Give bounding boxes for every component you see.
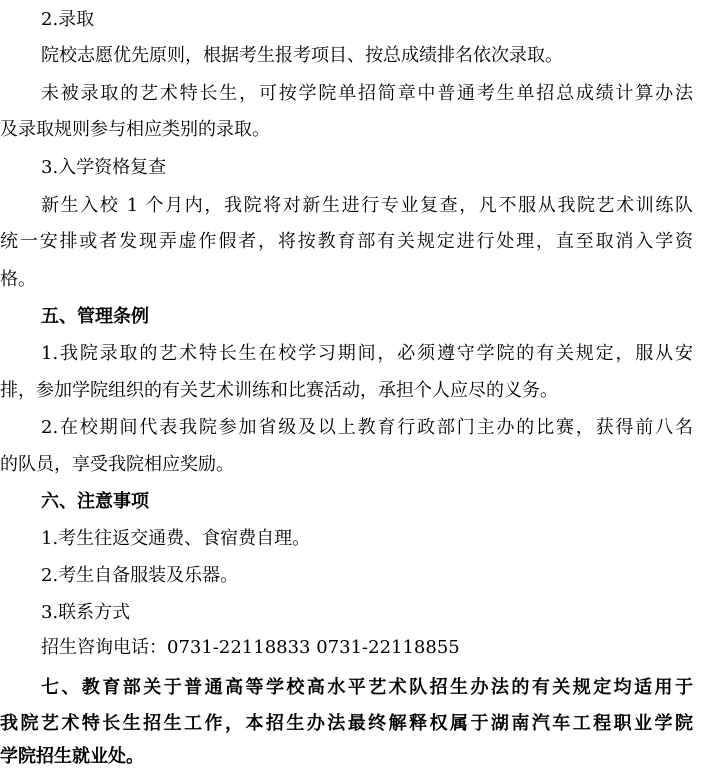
section-heading-regulations: 七、教育部关于普通高等学校高水平艺术队招生办法的有关规定均适用于	[41, 677, 693, 698]
contact-phone-line: 招生咨询电话：0731-22118833 0731-22118855	[41, 637, 460, 658]
subsection-heading-recheck: 3.入学资格复查	[41, 157, 167, 178]
section-heading-management: 五、管理条例	[41, 306, 149, 327]
section-paragraph-line: 学院招生就业处。	[0, 746, 144, 767]
paragraph-line: 未被录取的艺术特长生，可按学院单招简章中普通考生单招总成绩计算办法	[41, 83, 693, 104]
list-item: 2.考生自备服装及乐器。	[41, 565, 239, 586]
paragraph-line: 2.在校期间代表我院参加省级及以上教育行政部门主办的比赛，获得前八名	[41, 417, 693, 438]
section-heading-notes: 六、注意事项	[41, 491, 149, 512]
paragraph-line: 及录取规则参与相应类别的录取。	[0, 119, 270, 140]
list-item: 3.联系方式	[41, 602, 131, 623]
paragraph-line: 院校志愿优先原则，根据考生报考项目、按总成绩排名依次录取。	[41, 45, 563, 66]
paragraph-line: 1.我院录取的艺术特长生在校学习期间，必须遵守学院的有关规定，服从安	[41, 343, 693, 364]
section-paragraph-line: 我院艺术特长生招生工作，本招生办法最终解释权属于湖南汽车工程职业学院	[0, 713, 693, 734]
paragraph-line: 格。	[0, 269, 36, 290]
paragraph-line: 的队员，享受我院相应奖励。	[0, 454, 234, 475]
list-item: 1.考生往返交通费、食宿费自理。	[41, 528, 311, 549]
subsection-heading-admission: 2.录取	[41, 9, 95, 30]
paragraph-line: 排，参加学院组织的有关艺术训练和比赛活动，承担个人应尽的义务。	[0, 380, 558, 401]
paragraph-line: 新生入校 1 个月内，我院将对新生进行专业复查，凡不服从我院艺术训练队	[41, 195, 693, 216]
paragraph-line: 统一安排或者发现弄虚作假者，将按教育部有关规定进行处理，直至取消入学资	[0, 231, 693, 252]
